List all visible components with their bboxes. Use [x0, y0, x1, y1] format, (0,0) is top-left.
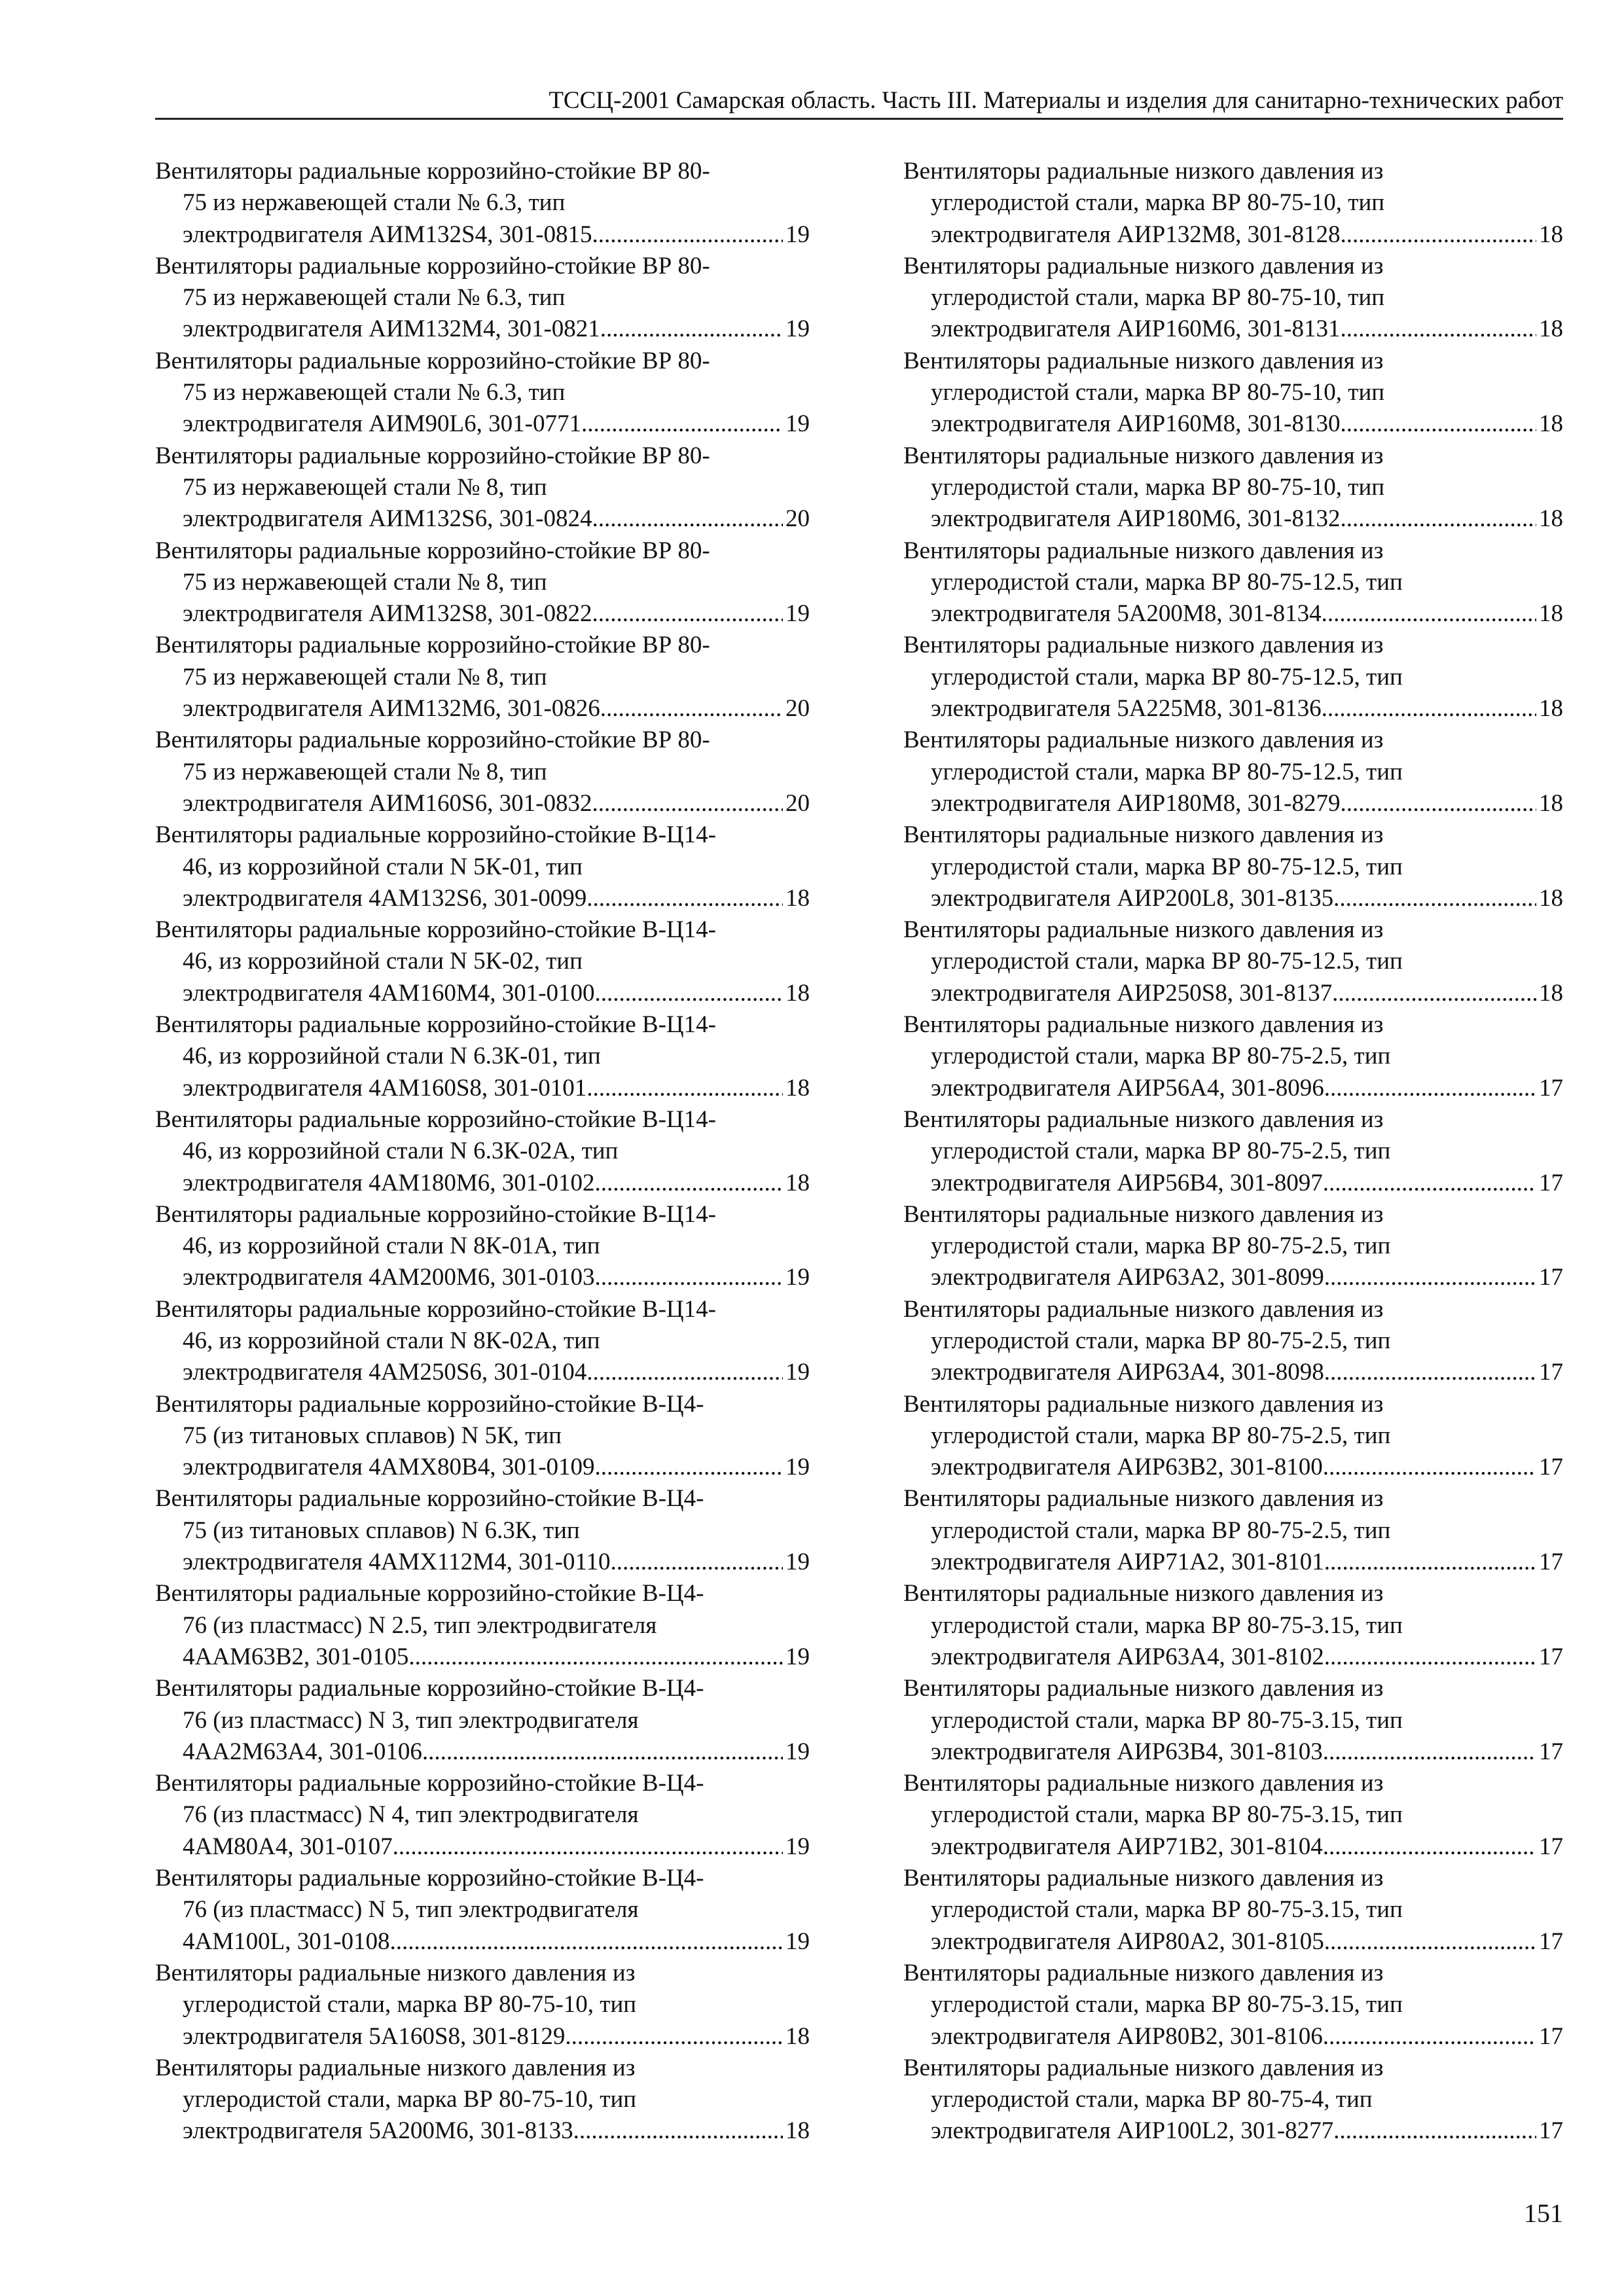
index-entry	[903, 630, 1563, 725]
entry-text-line: Вентиляторы радиальные коррозийно-стойкие В-Ц4-	[155, 1675, 704, 1702]
entry-text-line: 46, из коррозийной стали N 8К-02А, тип	[183, 1327, 600, 1354]
entry-text-line: электродвигателя 5А200М6, 301-8133	[183, 2117, 573, 2145]
dot-leader	[611, 1547, 783, 1578]
entry-last-line	[903, 1926, 1563, 1958]
index-entry	[155, 156, 810, 251]
entry-page-number: 17	[1539, 1549, 1563, 1576]
dot-leader	[595, 1262, 783, 1293]
index-entry	[155, 535, 810, 630]
entry-text-line: Вентиляторы радиальные низкого давления из	[903, 1390, 1384, 1418]
entry-text-line: электродвигателя АИР56В4, 301-8097	[931, 1169, 1323, 1196]
entry-text-line: электродвигателя АИР80А2, 301-8105	[931, 1928, 1324, 1955]
entry-page-number: 17	[1539, 1454, 1563, 1481]
index-entry	[903, 2053, 1563, 2147]
entry-text-line: Вентиляторы радиальные низкого давления из	[903, 1295, 1384, 1323]
entry-text-line: Вентиляторы радиальные коррозийно-стойкие ВР 80-	[155, 347, 710, 374]
index-entry	[155, 1009, 810, 1104]
entry-last-line	[903, 1547, 1563, 1578]
entry-text-line: 76 (из пластмасс) N 5, тип электродвигателя	[183, 1896, 639, 1924]
entry-last-line	[903, 693, 1563, 725]
index-entry	[155, 1199, 810, 1294]
entry-page-number: 19	[785, 1359, 810, 1386]
entry-text-line: электродвигателя АИР71В2, 301-8104	[931, 1833, 1323, 1860]
entry-page-number: 19	[785, 1643, 810, 1670]
entry-page-number: 18	[1539, 315, 1563, 343]
dot-leader	[1340, 503, 1536, 535]
index-entry	[155, 1294, 810, 1389]
entry-text-line: электродвигателя АИР100L2, 301-8277	[931, 2117, 1334, 2145]
entry-last-line	[903, 314, 1563, 345]
entry-page-number: 19	[785, 1833, 810, 1860]
dot-leader	[586, 1357, 783, 1388]
entry-text-line: Вентиляторы радиальные низкого давления из	[903, 1865, 1384, 1892]
index-entry	[155, 1863, 810, 1958]
entry-text-line: электродвигателя АИР71А2, 301-8101	[931, 1549, 1324, 1576]
entry-page-number: 17	[1539, 1833, 1563, 1860]
index-entry	[155, 346, 810, 440]
entry-text-line: углеродистой стали, марка ВР 80-75-12.5, тип	[931, 758, 1403, 785]
entry-text-line: электродвигателя 5А225М8, 301-8136	[931, 695, 1322, 723]
entry-page-number: 18	[1539, 505, 1563, 533]
entry-text-line: Вентиляторы радиальные низкого давления из	[903, 158, 1384, 185]
entry-text-line: углеродистой стали, марка ВР 80-75-12.5, тип	[931, 568, 1403, 596]
entry-text-line: Вентиляторы радиальные низкого давления из	[903, 632, 1384, 659]
entry-text-line: электродвигателя АИР250S8, 301-8137	[931, 979, 1333, 1007]
index-entry	[155, 725, 810, 819]
entry-last-line	[155, 1262, 810, 1293]
index-entry	[155, 819, 810, 914]
dot-leader	[1324, 1641, 1536, 1673]
dot-leader	[592, 219, 783, 251]
entry-last-line	[903, 1641, 1563, 1673]
entry-last-line	[155, 978, 810, 1009]
index-entry	[903, 1199, 1563, 1294]
dot-leader	[573, 2115, 783, 2147]
entry-text-line: 76 (из пластмасс) N 3, тип электродвигателя	[183, 1706, 639, 1734]
entry-text-line: 75 из нержавеющей стали № 8, тип	[183, 758, 547, 785]
entry-last-line	[155, 2115, 810, 2147]
dot-leader	[1323, 1736, 1536, 1768]
entry-page-number: 17	[1539, 1928, 1563, 1955]
entry-text-line: 76 (из пластмасс) N 2.5, тип электродвигателя	[183, 1611, 657, 1639]
dot-leader	[1333, 883, 1536, 914]
dot-leader	[1322, 693, 1536, 725]
index-entry	[155, 1958, 810, 2053]
entry-text-line: Вентиляторы радиальные низкого давления из	[903, 1200, 1384, 1228]
entry-text-line: 46, из коррозийной стали N 5К-02, тип	[183, 948, 583, 975]
dot-leader	[581, 408, 783, 440]
index-column-left	[155, 156, 810, 2147]
entry-last-line	[903, 1357, 1563, 1388]
entry-last-line	[155, 1641, 810, 1673]
entry-text-line: электродвигателя АИР63А4, 301-8098	[931, 1359, 1324, 1386]
entry-page-number: 19	[785, 315, 810, 343]
entry-text-line: 4АМ100L, 301-0108	[183, 1928, 390, 1955]
entry-text-line: Вентиляторы радиальные коррозийно-стойкие В-Ц4-	[155, 1390, 704, 1418]
entry-text-line: 4ААМ63В2, 301-0105	[183, 1643, 409, 1670]
entry-text-line: 75 (из титановых сплавов) N 6.3К, тип	[183, 1516, 580, 1544]
index-entry	[155, 440, 810, 535]
entry-page-number: 18	[785, 884, 810, 912]
entry-text-line: электродвигателя АИМ132М6, 301-0826	[183, 695, 600, 723]
dot-leader	[595, 1168, 783, 1199]
entry-page-number: 18	[785, 2117, 810, 2145]
entry-text-line: 75 из нержавеющей стали № 6.3, тип	[183, 284, 566, 312]
entry-text-line: Вентиляторы радиальные коррозийно-стойкие В-Ц14-	[155, 1295, 716, 1323]
entry-page-number: 19	[785, 600, 810, 628]
entry-page-number: 18	[1539, 884, 1563, 912]
entry-text-line: углеродистой стали, марка ВР 80-75-12.5, тип	[931, 853, 1403, 880]
entry-text-line: Вентиляторы радиальные низкого давления из	[903, 1011, 1384, 1039]
dot-leader	[1323, 2021, 1536, 2053]
entry-text-line: углеродистой стали, марка ВР 80-75-3.15, тип	[931, 1611, 1403, 1639]
entry-page-number: 19	[785, 1738, 810, 1765]
dot-leader	[586, 883, 783, 914]
entry-last-line	[903, 219, 1563, 251]
entry-text-line: электродвигателя 4АМ250S6, 301-0104	[183, 1359, 587, 1386]
entry-page-number: 18	[785, 2022, 810, 2050]
entry-text-line: электродвигателя 4АМХ80В4, 301-0109	[183, 1454, 595, 1481]
entry-page-number: 19	[785, 221, 810, 248]
entry-text-line: Вентиляторы радиальные коррозийно-стойкие В-Ц4-	[155, 1580, 704, 1607]
index-entry	[903, 725, 1563, 819]
dot-leader	[1324, 1073, 1536, 1104]
index-entry	[155, 914, 810, 1009]
entry-last-line	[155, 1736, 810, 1768]
entry-text-line: 75 (из титановых сплавов) N 5К, тип	[183, 1422, 562, 1449]
entry-page-number: 18	[1539, 979, 1563, 1007]
dot-leader	[1332, 978, 1536, 1009]
entry-text-line: Вентиляторы радиальные коррозийно-стойкие ВР 80-	[155, 726, 710, 754]
entry-text-line: углеродистой стали, марка ВР 80-75-3.15, тип	[931, 1706, 1403, 1734]
entry-text-line: углеродистой стали, марка ВР 80-75-3.15, тип	[931, 1991, 1403, 2018]
index-entry	[903, 1768, 1563, 1863]
entry-last-line	[155, 314, 810, 345]
entry-page-number: 19	[785, 1549, 810, 1576]
dot-leader	[1324, 1262, 1536, 1293]
entry-text-line: Вентиляторы радиальные низкого давления из	[903, 537, 1384, 564]
entry-text-line: Вентиляторы радиальные коррозийно-стойкие В-Ц14-	[155, 1200, 716, 1228]
entry-text-line: Вентиляторы радиальные низкого давления из	[903, 2054, 1384, 2081]
entry-text-line: 75 из нержавеющей стали № 6.3, тип	[183, 189, 566, 217]
entry-text-line: электродвигателя АИР63В4, 301-8103	[931, 1738, 1323, 1765]
dot-leader	[595, 978, 783, 1009]
entry-text-line: электродвигателя 4АМ180М6, 301-0102	[183, 1169, 595, 1196]
entry-page-number: 19	[785, 1454, 810, 1481]
entry-text-line: Вентиляторы радиальные коррозийно-стойкие ВР 80-	[155, 158, 710, 185]
entry-text-line: углеродистой стали, марка ВР 80-75-10, тип	[183, 2086, 637, 2113]
entry-page-number: 18	[1539, 789, 1563, 817]
entry-text-line: электродвигателя АИР180М8, 301-8279	[931, 789, 1341, 817]
entry-last-line	[903, 1452, 1563, 1483]
dot-leader	[1322, 598, 1536, 630]
entry-text-line: электродвигателя АИМ132S8, 301-0822	[183, 600, 592, 628]
entry-text-line: 75 из нержавеющей стали № 8, тип	[183, 473, 547, 501]
entry-last-line	[903, 788, 1563, 819]
entry-last-line	[903, 1073, 1563, 1104]
entry-page-number: 17	[1539, 1359, 1563, 1386]
entry-page-number: 18	[1539, 410, 1563, 438]
entry-last-line	[903, 598, 1563, 630]
index-entry	[155, 1483, 810, 1578]
entry-text-line: Вентиляторы радиальные низкого давления из	[155, 2054, 636, 2081]
entry-last-line	[903, 408, 1563, 440]
index-entry	[155, 1578, 810, 1673]
entry-last-line	[903, 2115, 1563, 2147]
entry-text-line: электродвигателя АИР63А2, 301-8099	[931, 1264, 1324, 1291]
index-entry	[903, 1578, 1563, 1673]
index-entry	[155, 251, 810, 346]
index-entry	[903, 1958, 1563, 2053]
entry-text-line: Вентиляторы радиальные низкого давления из	[903, 442, 1384, 469]
entry-text-line: электродвигателя 4АМ132S6, 301-0099	[183, 884, 587, 912]
entry-page-number: 18	[785, 1074, 810, 1102]
header-title: ТССЦ-2001 Самарская область. Часть III. Материалы и изделия для санитарно-технических работ	[549, 87, 1563, 114]
dot-leader	[1324, 1547, 1536, 1578]
entry-text-line: Вентиляторы радиальные коррозийно-стойкие ВР 80-	[155, 252, 710, 279]
entry-page-number: 17	[1539, 1738, 1563, 1765]
entry-text-line: Вентиляторы радиальные низкого давления из	[903, 821, 1384, 849]
entry-text-line: электродвигателя АИР180М6, 301-8132	[931, 505, 1341, 533]
dot-leader	[408, 1641, 783, 1673]
entry-text-line: углеродистой стали, марка ВР 80-75-12.5, тип	[931, 663, 1403, 691]
entry-text-line: Вентиляторы радиальные коррозийно-стойкие ВР 80-	[155, 442, 710, 469]
dot-leader	[1323, 1168, 1536, 1199]
entry-text-line: Вентиляторы радиальные низкого давления из	[903, 252, 1384, 279]
entry-page-number: 20	[785, 695, 810, 723]
index-entry	[903, 1483, 1563, 1578]
entry-last-line	[155, 503, 810, 535]
entry-text-line: электродвигателя 4АМ160М4, 301-0100	[183, 979, 595, 1007]
entry-text-line: электродвигателя АИР63В2, 301-8100	[931, 1454, 1323, 1481]
index-entry	[903, 346, 1563, 440]
dot-leader	[600, 693, 783, 725]
dot-leader	[1340, 314, 1536, 345]
entry-last-line	[903, 1168, 1563, 1199]
entry-text-line: электродвигателя АИМ132S4, 301-0815	[183, 221, 592, 248]
index-entry	[903, 251, 1563, 346]
entry-text-line: Вентиляторы радиальные низкого давления из	[903, 1485, 1384, 1513]
index-entry	[903, 914, 1563, 1009]
entry-last-line	[155, 408, 810, 440]
entry-text-line: 4АМ80А4, 301-0107	[183, 1833, 393, 1860]
dot-leader	[422, 1736, 783, 1768]
entry-text-line: электродвигателя 5А200М8, 301-8134	[931, 600, 1322, 628]
dot-leader	[592, 503, 783, 535]
index-entry	[903, 1673, 1563, 1768]
entry-page-number: 17	[1539, 1264, 1563, 1291]
entry-page-number: 18	[1539, 695, 1563, 723]
entry-text-line: углеродистой стали, марка ВР 80-75-12.5, тип	[931, 948, 1403, 975]
entry-last-line	[903, 1262, 1563, 1293]
entry-text-line: электродвигателя 5А160S8, 301-8129	[183, 2022, 566, 2050]
entry-last-line	[155, 1926, 810, 1958]
entry-page-number: 18	[785, 1169, 810, 1196]
entry-text-line: электродвигателя АИР200L8, 301-8135	[931, 884, 1334, 912]
entry-text-line: электродвигателя АИР160М6, 301-8131	[931, 315, 1341, 343]
index-entry	[903, 819, 1563, 914]
entry-page-number: 18	[785, 979, 810, 1007]
entry-text-line: углеродистой стали, марка ВР 80-75-3.15, тип	[931, 1801, 1403, 1829]
index-entry	[903, 1389, 1563, 1484]
dot-leader	[1324, 1357, 1536, 1388]
entry-text-line: 46, из коррозийной стали N 6.3К-01, тип	[183, 1043, 601, 1070]
running-header	[155, 85, 1563, 120]
entry-last-line	[903, 883, 1563, 914]
index-entry	[155, 1673, 810, 1768]
entry-text-line: электродвигателя АИМ132S6, 301-0824	[183, 505, 592, 533]
entry-last-line	[155, 1831, 810, 1863]
entry-text-line: 46, из коррозийной стали N 8К-01А, тип	[183, 1232, 600, 1260]
dot-leader	[393, 1831, 783, 1863]
entry-text-line: электродвигателя 4АМ160S8, 301-0101	[183, 1074, 587, 1102]
dot-leader	[586, 1073, 783, 1104]
entry-text-line: Вентиляторы радиальные низкого давления из	[903, 347, 1384, 374]
index-entry	[155, 630, 810, 725]
dot-leader	[1340, 408, 1536, 440]
entry-text-line: Вентиляторы радиальные низкого давления из	[903, 1770, 1384, 1797]
dot-leader	[1323, 1452, 1536, 1483]
entry-last-line	[903, 978, 1563, 1009]
index-entry	[155, 2053, 810, 2147]
index-entry	[903, 1009, 1563, 1104]
entry-text-line: Вентиляторы радиальные низкого давления из	[155, 1959, 636, 1986]
dot-leader	[1324, 1926, 1536, 1958]
dot-leader	[600, 314, 783, 345]
dot-leader	[565, 2021, 783, 2053]
entry-text-line: электродвигателя АИМ90L6, 301-0771	[183, 410, 581, 438]
entry-page-number: 17	[1539, 1169, 1563, 1196]
entry-text-line: электродвигателя 4АМХ112М4, 301-0110	[183, 1549, 611, 1576]
entry-last-line	[155, 598, 810, 630]
entry-text-line: электродвигателя АИР160М8, 301-8130	[931, 410, 1341, 438]
entry-page-number: 18	[1539, 600, 1563, 628]
entry-text-line: электродвигателя АИР80В2, 301-8106	[931, 2022, 1323, 2050]
entry-text-line: углеродистой стали, марка ВР 80-75-2.5, тип	[931, 1138, 1391, 1165]
index-entry	[155, 1389, 810, 1484]
entry-text-line: углеродистой стали, марка ВР 80-75-10, тип	[931, 473, 1385, 501]
entry-text-line: Вентиляторы радиальные коррозийно-стойкие В-Ц4-	[155, 1865, 704, 1892]
entry-text-line: углеродистой стали, марка ВР 80-75-10, тип	[931, 189, 1385, 217]
entry-last-line	[155, 1357, 810, 1388]
entry-text-line: углеродистой стали, марка ВР 80-75-2.5, тип	[931, 1232, 1391, 1260]
entry-text-line: электродвигателя АИМ132М4, 301-0821	[183, 315, 600, 343]
entry-text-line: Вентиляторы радиальные коррозийно-стойкие В-Ц4-	[155, 1770, 704, 1797]
entry-text-line: Вентиляторы радиальные низкого давления из	[903, 1675, 1384, 1702]
entry-text-line: 75 из нержавеющей стали № 6.3, тип	[183, 379, 566, 406]
entry-text-line: углеродистой стали, марка ВР 80-75-2.5, тип	[931, 1422, 1391, 1449]
entry-text-line: Вентиляторы радиальные коррозийно-стойкие В-Ц14-	[155, 821, 716, 849]
entry-text-line: 75 из нержавеющей стали № 8, тип	[183, 568, 547, 596]
entry-page-number: 17	[1539, 2022, 1563, 2050]
entry-last-line	[155, 219, 810, 251]
dot-leader	[1340, 219, 1536, 251]
entry-page-number: 19	[785, 1928, 810, 1955]
entry-text-line: Вентиляторы радиальные коррозийно-стойкие В-Ц14-	[155, 916, 716, 944]
entry-page-number: 19	[785, 410, 810, 438]
entry-text-line: углеродистой стали, марка ВР 80-75-2.5, тип	[931, 1327, 1391, 1354]
index-entry	[903, 440, 1563, 535]
index-column-right	[903, 156, 1563, 2147]
entry-text-line: электродвигателя АИМ160S6, 301-0832	[183, 789, 592, 817]
index-entry	[155, 1768, 810, 1863]
entry-text-line: углеродистой стали, марка ВР 80-75-10, тип	[183, 1991, 637, 2018]
entry-text-line: Вентиляторы радиальные низкого давления из	[903, 1105, 1384, 1133]
dot-leader	[592, 598, 783, 630]
entry-last-line	[155, 2021, 810, 2053]
entry-text-line: 75 из нержавеющей стали № 8, тип	[183, 663, 547, 691]
entry-page-number: 17	[1539, 2117, 1563, 2145]
entry-text-line: электродвигателя АИР63А4, 301-8102	[931, 1643, 1324, 1670]
entry-text-line: 46, из коррозийной стали N 5К-01, тип	[183, 853, 583, 880]
entry-text-line: 76 (из пластмасс) N 4, тип электродвигателя	[183, 1801, 639, 1829]
entry-last-line	[903, 1831, 1563, 1863]
entry-text-line: Вентиляторы радиальные низкого давления из	[903, 1580, 1384, 1607]
entry-last-line	[155, 788, 810, 819]
entry-text-line: Вентиляторы радиальные коррозийно-стойкие В-Ц4-	[155, 1485, 704, 1513]
entry-text-line: углеродистой стали, марка ВР 80-75-10, тип	[931, 284, 1385, 312]
index-entry	[903, 1294, 1563, 1389]
dot-leader	[595, 1452, 783, 1483]
entry-last-line	[903, 503, 1563, 535]
page-number: 151	[1524, 2198, 1563, 2228]
index-entry	[903, 156, 1563, 251]
dot-leader	[1333, 2115, 1536, 2147]
entry-text-line: 46, из коррозийной стали N 6.3К-02А, тип	[183, 1138, 619, 1165]
entry-page-number: 17	[1539, 1074, 1563, 1102]
entry-text-line: углеродистой стали, марка ВР 80-75-3.15, тип	[931, 1896, 1403, 1924]
entry-last-line	[155, 1452, 810, 1483]
entry-text-line: Вентиляторы радиальные коррозийно-стойкие В-Ц14-	[155, 1011, 716, 1039]
dot-leader	[390, 1926, 783, 1958]
index-entry	[155, 1104, 810, 1199]
dot-leader	[1340, 788, 1536, 819]
entry-text-line: Вентиляторы радиальные коррозийно-стойкие ВР 80-	[155, 632, 710, 659]
entry-last-line	[155, 693, 810, 725]
entry-text-line: углеродистой стали, марка ВР 80-75-10, тип	[931, 379, 1385, 406]
entry-last-line	[903, 2021, 1563, 2053]
entry-text-line: электродвигателя АИР132М8, 301-8128	[931, 221, 1341, 248]
entry-page-number: 18	[1539, 221, 1563, 248]
index-entry	[903, 1104, 1563, 1199]
index-entry	[903, 1863, 1563, 1958]
entry-page-number: 17	[1539, 1643, 1563, 1670]
dot-leader	[1323, 1831, 1536, 1863]
entry-page-number: 20	[785, 789, 810, 817]
entry-last-line	[903, 1736, 1563, 1768]
index-entry	[903, 535, 1563, 630]
dot-leader	[592, 788, 783, 819]
entry-text-line: 4АА2М63А4, 301-0106	[183, 1738, 422, 1765]
entry-text-line: углеродистой стали, марка ВР 80-75-4, тип	[931, 2086, 1373, 2113]
entry-text-line: Вентиляторы радиальные коррозийно-стойкие ВР 80-	[155, 537, 710, 564]
entry-last-line	[155, 1073, 810, 1104]
entry-text-line: Вентиляторы радиальные коррозийно-стойкие В-Ц14-	[155, 1105, 716, 1133]
entry-page-number: 20	[785, 505, 810, 533]
entry-text-line: Вентиляторы радиальные низкого давления из	[903, 916, 1384, 944]
entry-page-number: 19	[785, 1264, 810, 1291]
entry-text-line: углеродистой стали, марка ВР 80-75-2.5, тип	[931, 1043, 1391, 1070]
entry-text-line: углеродистой стали, марка ВР 80-75-2.5, тип	[931, 1516, 1391, 1544]
entry-last-line	[155, 1168, 810, 1199]
entry-text-line: Вентиляторы радиальные низкого давления из	[903, 726, 1384, 754]
entry-last-line	[155, 1547, 810, 1578]
entry-last-line	[155, 883, 810, 914]
entry-text-line: электродвигателя АИР56А4, 301-8096	[931, 1074, 1324, 1102]
entry-text-line: Вентиляторы радиальные низкого давления из	[903, 1959, 1384, 1986]
entry-text-line: электродвигателя 4АМ200М6, 301-0103	[183, 1264, 595, 1291]
